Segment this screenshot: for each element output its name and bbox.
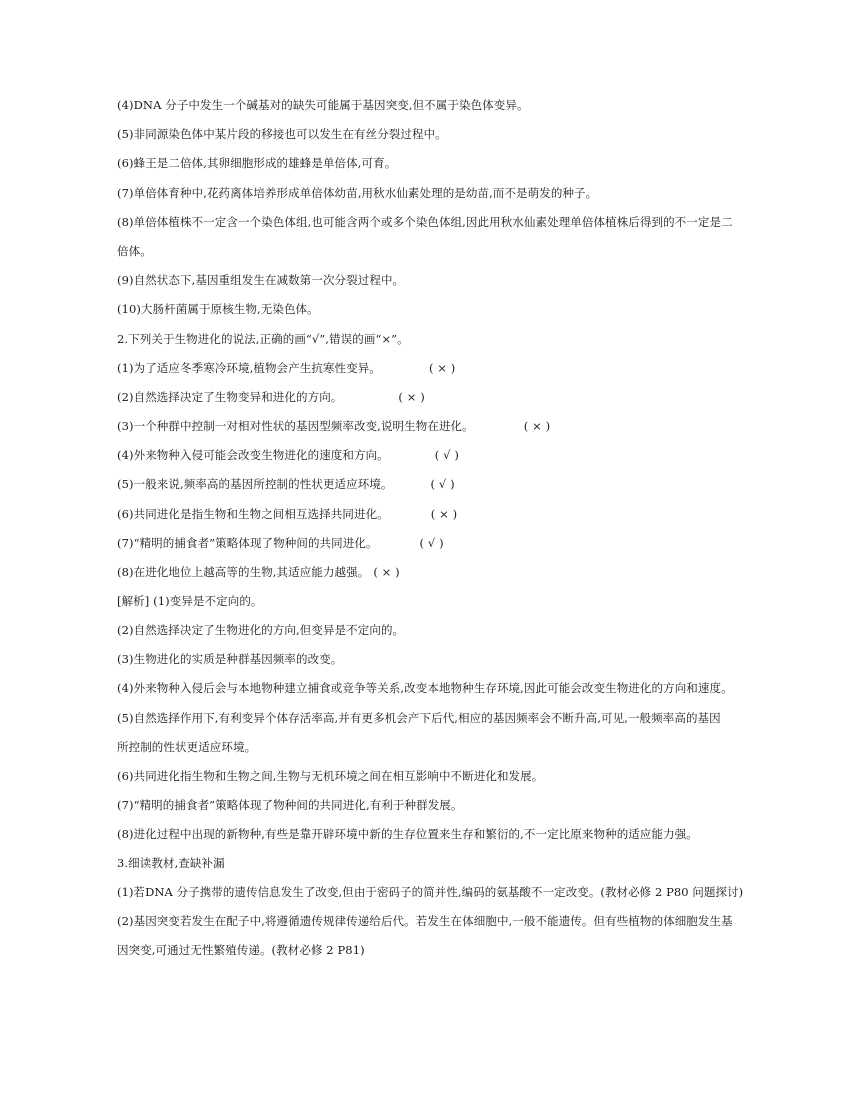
text-line [117,97,529,113]
line-text: (4)外来物种入侵后会与本地物种建立捕食或竞争等关系,改变本地物种生存环境,因此可能会改变生物进化的方向和速度。 [117,681,733,695]
text-line [117,651,342,667]
line-text: (6)蜂王是二倍体,其卵细胞形成的雄蜂是单倍体,可育。 [117,156,397,170]
text-line [117,185,597,201]
line-text: (7)“精明的捕食者”策略体现了物种间的共同进化,有利于种群发展。 [117,798,463,812]
line-text: (8)进化过程中出现的新物种,有些是靠开辟环境中新的生存位置来生存和繁衍的,不一定比原来物种的适应能力强。 [117,827,698,841]
answer-mark: ( √ ) [419,536,444,550]
answer-mark: ( √ ) [430,477,455,491]
line-text: 3.细读教材,查缺补漏 [117,856,225,870]
text-line [117,768,543,784]
line-text: (2)基因突变若发生在配子中,将遵循遗传规律传递给后代。若发生在体细胞中,一般不能遗传。但有些植物的体细胞发生基 [117,914,733,928]
line-text: (5)自然选择作用下,有利变异个体存活率高,并有更多机会产下后代,相应的基因频率会不断升高,可见,一般频率高的基因 [117,711,721,725]
line-text: 2.下列关于生物进化的说法,正确的画“√”,错误的画“×”。 [117,332,409,346]
line-text: (5)非同源染色体中某片段的移接也可以发生在有丝分裂过程中。 [117,127,447,141]
line-text: (10)大肠杆菌属于原核生物,无染色体。 [117,302,319,316]
text-line [117,739,256,755]
line-text: 所控制的性状更适应环境。 [117,740,257,754]
line-text: (4)DNA 分子中发生一个碱基对的缺失可能属于基因突变,但不属于染色体变异。 [117,98,529,112]
judgement-item [117,389,425,405]
question-heading [117,855,225,871]
text-line [117,126,447,142]
text-line [117,272,404,288]
line-text: (7)“精明的捕食者”策略体现了物种间的共同进化。 [117,536,378,550]
line-text: (1)为了适应冬季寒冷环境,植物会产生抗寒性变异。 [117,361,381,375]
line-text: (2)自然选择决定了生物变异和进化的方向。 [117,390,343,404]
text-line [117,913,733,929]
text-line [117,710,721,726]
text-line [117,680,733,696]
text-line [117,884,743,900]
question-heading [117,331,409,347]
answer-mark: ( × ) [373,565,400,579]
judgement-item [117,447,459,463]
line-text: (5)一般来说,频率高的基因所控制的性状更适应环境。 [117,477,393,491]
text-line [117,214,733,230]
judgement-item [117,564,400,580]
text-line [117,797,463,813]
line-text: (6)共同进化是指生物和生物之间相互选择共同进化。 [117,507,389,521]
text-line [117,155,396,171]
line-text: (1)若DNA 分子携带的遗传信息发生了改变,但由于密码子的简并性,编码的氨基酸不一定改变。(教材必修 2 P80 问题探讨) [117,885,744,899]
line-text: (3)一个种群中控制一对相对性状的基因型频率改变,说明生物在进化。 [117,419,474,433]
line-text: 倍体。 [117,244,152,258]
text-line [117,301,319,317]
judgement-item [117,535,444,551]
answer-mark: ( × ) [430,507,458,521]
text-line [117,942,365,958]
text-line [117,826,698,842]
line-text: (7)单倍体育种中,花药离体培养形成单倍体幼苗,用秋水仙素处理的是幼苗,而不是萌发的种子。 [117,186,598,200]
line-text: (2)自然选择决定了生物进化的方向,但变异是不定向的。 [117,623,405,637]
line-text: (3)生物进化的实质是种群基因频率的改变。 [117,652,343,666]
analysis-heading [117,593,263,609]
judgement-item [117,418,550,434]
answer-mark: ( × ) [428,361,456,375]
line-text: (6)共同进化指生物和生物之间,生物与无机环境之间在相互影响中不断进化和发展。 [117,769,544,783]
line-text: 因突变,可通过无性繁殖传递。(教材必修 2 P81) [117,943,365,957]
answer-mark: ( √ ) [434,448,459,462]
answer-mark: ( × ) [523,419,551,433]
line-text: (9)自然状态下,基因重组发生在减数第一次分裂过程中。 [117,273,405,287]
line-text: (4)外来物种入侵可能会改变生物进化的速度和方向。 [117,448,389,462]
line-text: (8)单倍体植株不一定含一个染色体组,也可能含两个或多个染色体组,因此用秋水仙素处理单倍体植株后得到的不一定是二 [117,215,733,229]
line-text: [解析] (1)变异是不定向的。 [117,594,263,608]
line-text: (8)在进化地位上越高等的生物,其适应能力越强。 [117,565,370,579]
text-line [117,622,404,638]
judgement-item [117,476,455,492]
answer-mark: ( × ) [398,390,425,404]
text-line [117,243,152,259]
judgement-item [117,360,455,376]
judgement-item [117,506,457,522]
